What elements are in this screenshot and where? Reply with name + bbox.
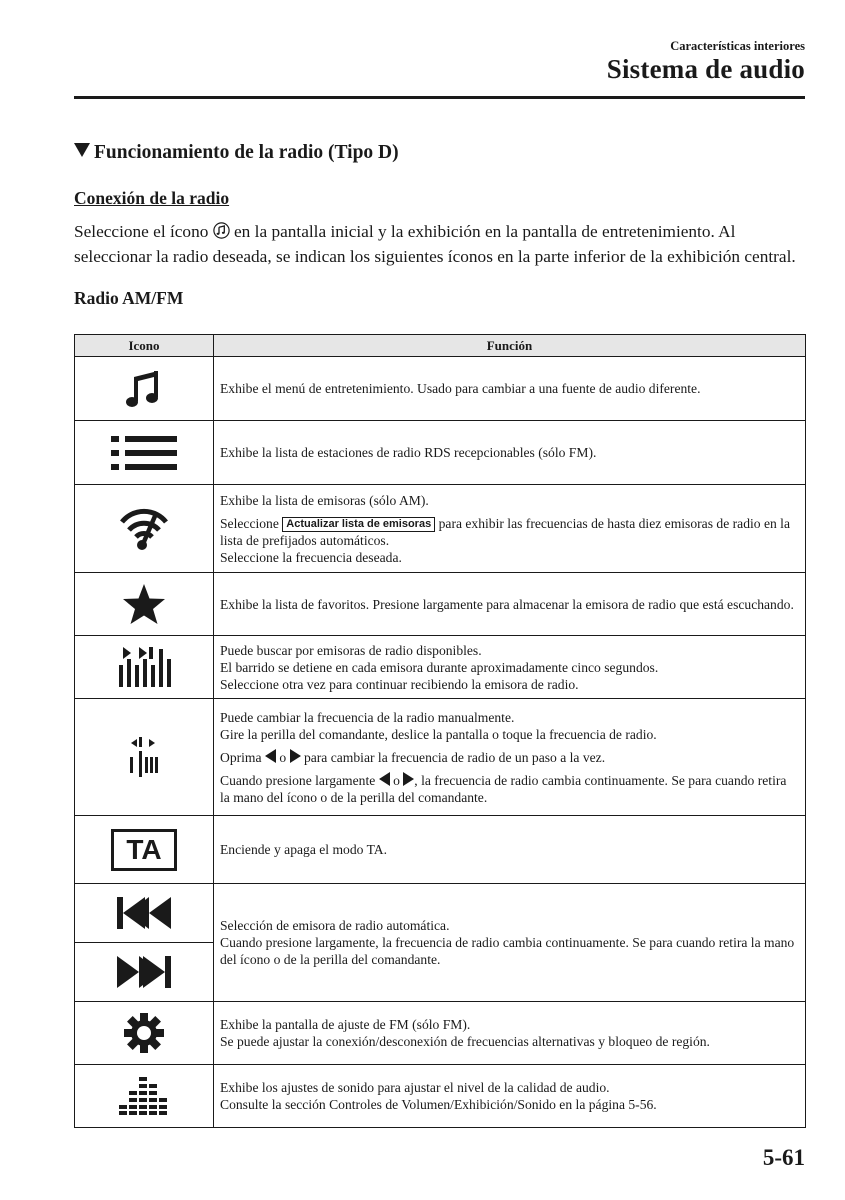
select-prefix: Seleccione [220,515,279,531]
function-cell [214,421,806,485]
function-line: Puede cambiar la frecuencia de la radio manualmente. [220,709,515,725]
function-cell [214,816,806,884]
function-text: Enciende y apaga el modo TA. [220,842,388,857]
icon-cell [75,357,214,421]
function-text: Exhibe la lista de favoritos. Presione largamente para almacenar la emisora de radio que está escuchando. [220,596,794,612]
function-text: Puede buscar por emisoras de radio disponibles. [220,642,482,658]
function-cell [214,636,806,699]
function-text: Se puede ajustar la conexión/desconexión de frecuencias alternativas y bloqueo de región. [220,1034,710,1049]
table-row [75,1065,806,1128]
star-icon [121,582,167,626]
ta-icon [111,829,177,871]
table-row [75,1002,806,1065]
table-row [75,357,806,421]
function-line: Oprima [220,749,262,765]
right-arrow-icon [290,749,301,763]
function-text: El barrido se detiene en cada emisora durante aproximadamente cinco segundos. [220,659,659,675]
update-station-list-button: Actualizar lista de emisoras [282,517,435,532]
music-note-icon [122,367,166,411]
intro-paragraph [74,220,809,268]
function-text: Exhibe la pantalla de ajuste de FM (sólo FM). [220,1017,471,1032]
left-arrow-icon [265,749,276,763]
col-header-icon: Icono [75,335,214,357]
function-text: Seleccione la frecuencia deseada. [220,549,402,565]
function-text: Seleccione otra vez para continuar recibiendo la emisora de radio. [220,676,579,692]
function-cell [214,699,806,816]
icon-cell [75,699,214,816]
header-section: Características interiores [670,39,805,53]
sound-levels-icon [119,1076,169,1116]
function-line: o [279,749,287,765]
table-row [75,573,806,636]
seek-forward-icon [116,955,172,989]
function-text [220,772,799,806]
table-row [75,699,806,816]
gear-icon [122,1011,166,1055]
function-table [74,334,806,1128]
icon-cell [75,1002,214,1065]
function-cell [214,1065,806,1128]
icon-cell [75,421,214,485]
icon-cell [75,884,214,943]
am-station-icon [119,506,169,552]
section-title-text: Funcionamiento de la radio (Tipo D) [94,142,399,163]
table-row [75,485,806,573]
function-text: Exhibe los ajustes de sonido para ajustar el nivel de la calidad de audio. [220,1080,610,1095]
function-text [220,709,799,743]
function-line: Cuando presione largamente [220,772,376,788]
table-row [75,421,806,485]
icon-cell [75,1065,214,1128]
function-text [220,515,799,566]
function-cell [214,357,806,421]
table-header-row [75,335,806,357]
icon-cell [75,943,214,1002]
header-rule [74,96,805,99]
music-circle-icon [213,222,230,245]
list-icon [109,433,179,473]
manual-tune-icon [129,737,159,777]
subsection-title: Conexión de la radio [74,188,230,208]
page-number: 5-61 [762,1145,805,1170]
function-text: Consulte la sección Controles de Volumen/Exhibición/Sonido en la página 5-56. [220,1097,657,1112]
icon-cell [75,485,214,573]
function-line: o [393,772,400,788]
function-cell [214,573,806,636]
scan-icon [117,645,171,689]
icon-cell [75,636,214,699]
function-cell [214,485,806,573]
triangle-bullet-icon [74,143,90,157]
function-line: para cambiar la frecuencia de radio de un paso a la vez. [303,749,606,765]
table-row [75,816,806,884]
left-arrow-icon [379,772,390,786]
function-text: Exhibe la lista de estaciones de radio RDS recepcionables (sólo FM). [220,445,597,460]
icon-cell [75,573,214,636]
seek-back-icon [116,896,172,930]
icon-cell [75,816,214,884]
function-cell [214,1002,806,1065]
right-arrow-icon [403,772,414,786]
radio-label: Radio AM/FM [74,288,184,308]
intro-part2: en la pantalla inicial y la exhibición en la pantalla de entretenimiento. Al seleccionar la radio deseada, se indican los siguientes íconos en la parte inferior de la exhibición central. [74,222,796,266]
page-title: Sistema de audio [606,54,805,84]
function-text: Cuando presione largamente, la frecuencia de radio cambia continuamente. Se para cuando retira la mano del ícono o de la perilla del comandante. [220,935,795,967]
intro-part1: Seleccione el ícono [74,222,209,241]
col-header-function: Función [214,335,806,357]
ta-icon-text: TA [126,833,162,865]
select-suffix: para exhibir las frecuencias de hasta diez emisoras de radio en la lista de prefijados automáticos. [220,515,790,548]
function-text [220,749,799,766]
function-text: Selección de emisora de radio automática. [220,918,450,933]
function-text: Exhibe la lista de emisoras (sólo AM). [220,492,429,508]
function-cell [214,884,806,1002]
table-row [75,884,806,943]
table-row [75,636,806,699]
function-line: , la frecuencia de radio cambia continuamente. Se para cuando retira la mano del ícono o de la perilla del comandante. [220,772,787,805]
function-line: Gire la perilla del comandante, deslice la pantalla o toque la frecuencia de radio. [220,726,657,742]
function-text: Exhibe el menú de entretenimiento. Usado para cambiar a una fuente de audio diferente. [220,381,701,396]
section-title [74,142,399,164]
